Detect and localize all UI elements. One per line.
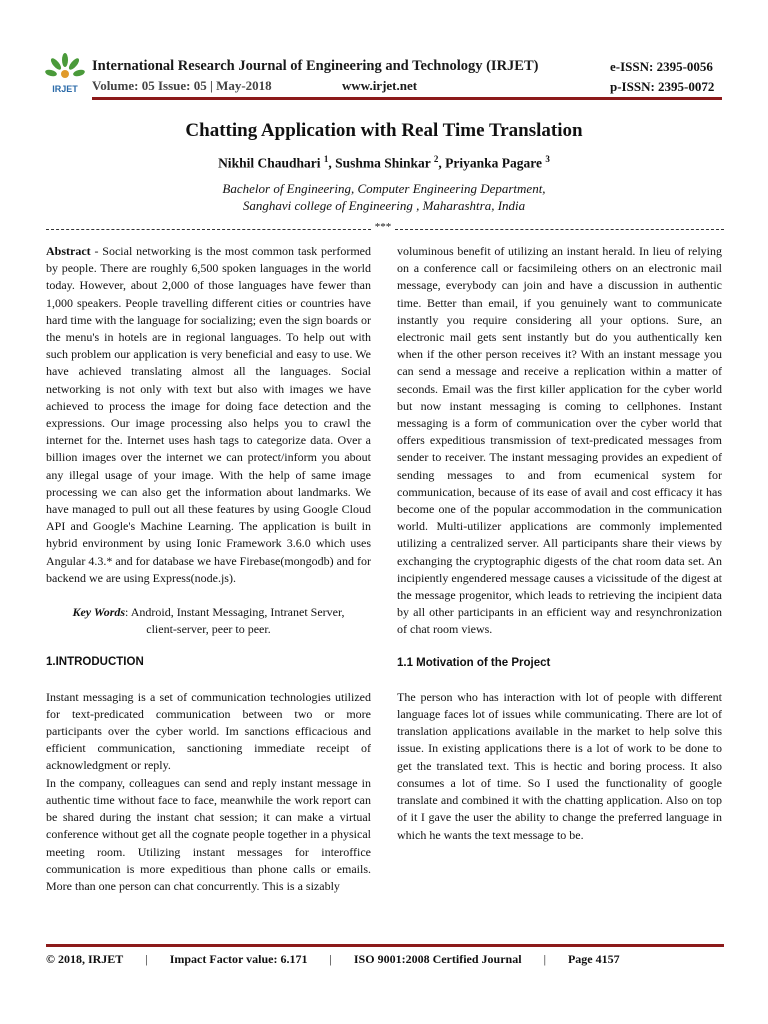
logo-text: IRJET <box>52 84 78 94</box>
footer-divider: | <box>329 952 332 966</box>
intro-paragraph: In the company, colleagues can send and reply instant message in authentic time without face to face, meanwhile the work report can be shared during the instant chat session; it can make a virtual conference without get all the cognate people together in a physical meeting room. Utilizing instant messages for interoffice communication is more expeditious than phone calls or emails. More than one person can chat concurrently. This is a sizably <box>46 775 371 893</box>
irjet-logo <box>44 50 86 96</box>
keywords-label: Key Words <box>72 605 126 620</box>
left-column <box>46 243 371 895</box>
author-sup: 3 <box>545 154 550 164</box>
author-name: Nikhil Chaudhari <box>218 155 321 171</box>
keywords-line2: client-server, peer to peer. <box>146 622 271 637</box>
author-sup: 2 <box>433 154 439 164</box>
intro-paragraph: Instant messaging is a set of communication technologies utilized for text-predicated communication between two or more participants over the cyber world. Im sanctions efficacious and efficient communication, sanctioning immediate receipt of acknowledgment or reply. <box>46 689 371 773</box>
affiliation-line: Sanghavi college of Engineering , Maharashtra, India <box>242 198 526 213</box>
author-name: Priyanka Pagare <box>445 155 543 171</box>
separator-mark: *** <box>374 221 392 233</box>
abstract-text: - Social networking is the most common task performed by people. There are roughly 6,500 spoken languages in the world today. However, about 2,000 of those languages have fewer than 1,000 speakers. People travelling different cities or countries have hard time with the language for socializing; even the sign boards or the menu's in hotels are in regional languages. To help out with such problem our application is very beneficial and easy to use. We have achieved translating almost all the languages. Social networking is not only with text but also with images we have achieved to process the image for doing face detection and the expressions. Our image processing also helps you to crawl the internet for the. Internet uses hash tags to categorize data. Over a billion images over the internet we can protect/inform you about any illegal usage of your image. With the help of same image processing we can also get the information about landmarks. We have managed to pull out all these features by using Google Cloud API and Google's Machine Learning. The application is built in hybrid environment by using Ionic Framework 3.6.0 which uses Angular 4.3.* and for database we have Firebase(mongodb) and for backend we are using Express(node.js). <box>46 244 371 585</box>
page-footer <box>46 952 620 967</box>
footer-impact-factor: Impact Factor value: 6.171 <box>169 952 308 966</box>
motivation-paragraph: The person who has interaction with lot of people with different language faces lot of issues while communicating. There are lot of translation applications available in the market to help solve this issue. In existing applications there is a lot of work to be done to get the translated text. This is hectic and boring process. It also consumes a lot of time. So I used the functionality of google translate and combined it with the chatting application. Also on top of it I gave the user the ability to change the preferred language in which he wants the text message to be. <box>397 689 722 842</box>
header-rule <box>92 97 722 100</box>
section-heading-introduction: 1.INTRODUCTION <box>46 656 144 669</box>
affiliation-line: Bachelor of Engineering, Computer Engineering Department, <box>222 181 546 196</box>
footer-copyright: © 2018, IRJET <box>46 952 124 966</box>
footer-divider: | <box>543 952 546 966</box>
author-sup: 1 <box>323 154 329 164</box>
right-column <box>397 243 722 844</box>
abstract-label: Abstract <box>46 244 91 258</box>
keywords <box>46 604 371 638</box>
journal-website[interactable]: www.irjet.net <box>342 78 418 93</box>
keywords-line1: : Android, Instant Messaging, Intranet Server, <box>125 605 345 620</box>
abstract <box>46 243 371 587</box>
separator-dashes <box>395 229 724 230</box>
footer-iso: ISO 9001:2008 Certified Journal <box>353 952 522 966</box>
author-name: Sushma Shinkar <box>335 155 431 171</box>
footer-divider: | <box>145 952 148 966</box>
paper-title: Chatting Application with Real Time Translation <box>185 120 583 141</box>
footer-rule <box>46 944 724 947</box>
section-heading-motivation: 1.1 Motivation of the Project <box>397 656 551 669</box>
intro-paragraph-continued: voluminous benefit of utilizing an instant herald. In lieu of relying on a conference call or facsimileing others on an electronic mail message, everybody can join and have a discussion in authentic time. Better than email, if you genuinely want to communicate instantly you require considering all your options. Sure, an electronic mail gets sent instantly but do you authentically ken when if the other person receives it? With an instant message you can send a message and receive a replication within a matter of seconds. Email was the first killer application for the cyber world but now instant messaging is coming to cellphones. Instant messaging is a form of communication over the cyber world that offers expeditious transmission of text-predicated messages from sender to receiver. The instant messaging provides an expedient of sending messages to and from ecumenical system for communication, because of its ease of avail and cost efficacy it has become one of the popular accommodation in the communication world. Multi-utilizer applications are commonly implemented utilizing a centralized server. All participants share their views by exchanging the cryptographic digests of the chat room data set. An incipiently engendered message causes a vicissitude of the digest at the message progenitor, which leads to retrieving the incipient data by all other participants in an efficient way and resynchronization of chat room views. <box>397 244 722 637</box>
volume-issue: Volume: 05 Issue: 05 | May-2018 <box>92 78 272 93</box>
p-issn: p-ISSN: 2395-0072 <box>610 79 715 94</box>
separator-dashes <box>46 229 371 230</box>
e-issn: e-ISSN: 2395-0056 <box>610 59 713 74</box>
footer-page-number: Page 4157 <box>567 952 620 966</box>
journal-name: International Research Journal of Engineering and Technology (IRJET) <box>92 58 539 74</box>
author-list: Nikhil Chaudhari $^1$, Sushma Shinkar $^2$, Priyanka Pagare $^3$ <box>218 154 550 171</box>
